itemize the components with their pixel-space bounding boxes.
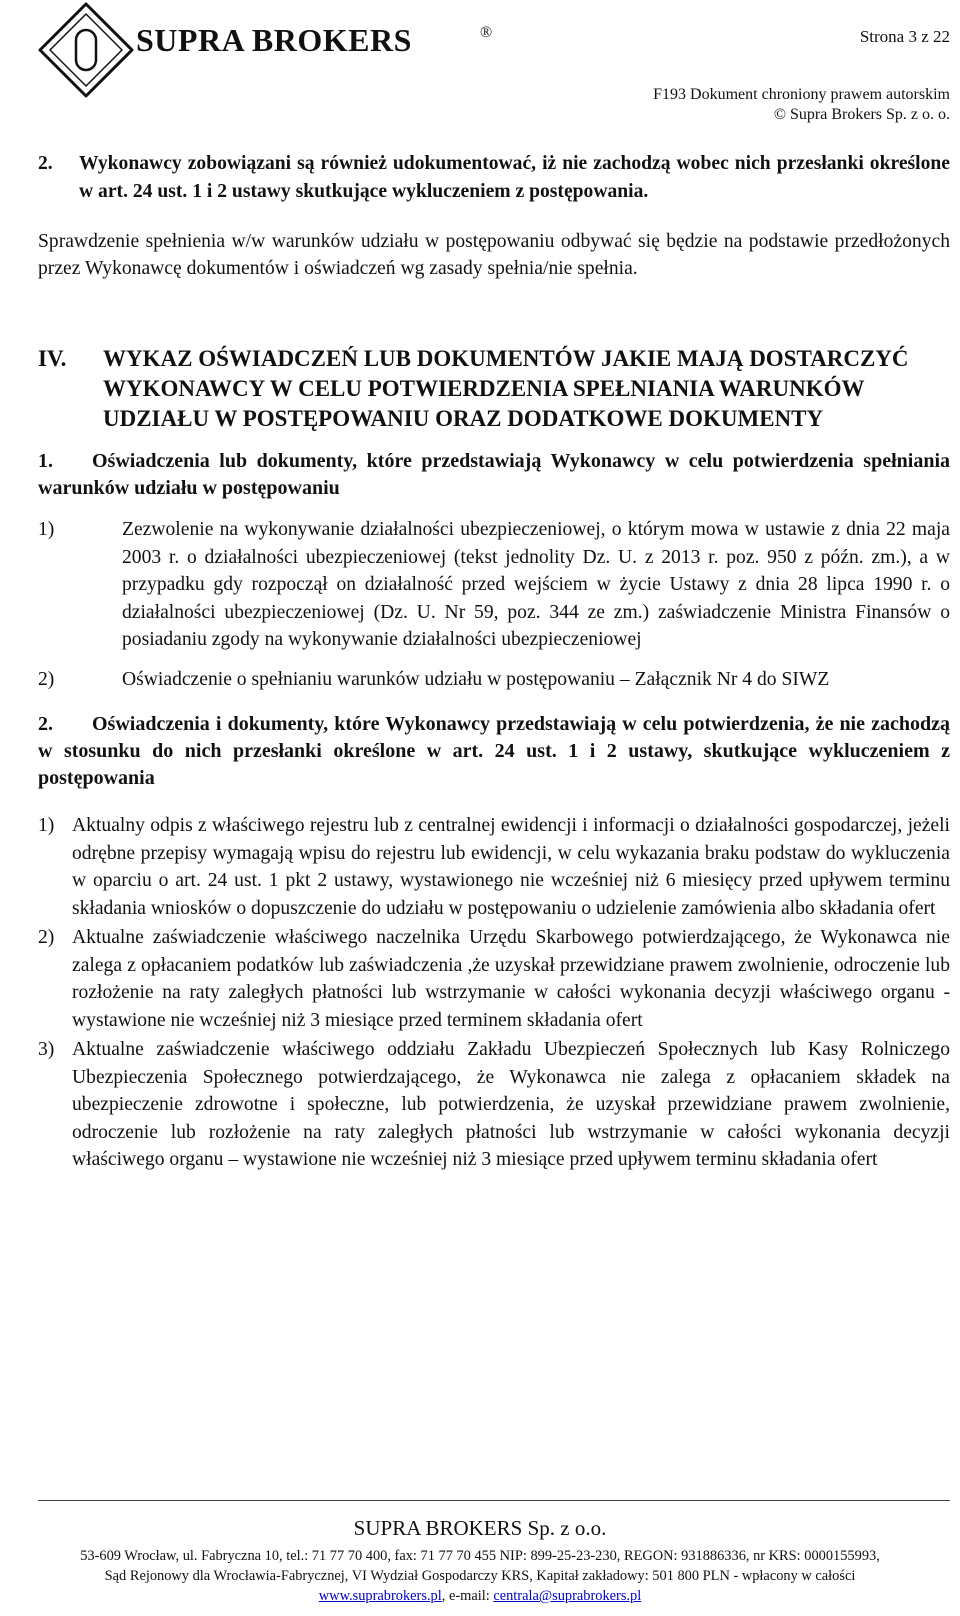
footer-contact (0, 1588, 960, 1605)
subsection-2-list (38, 812, 950, 1174)
section-number: IV. (38, 346, 67, 371)
document-info (653, 85, 950, 125)
list-item (38, 1036, 950, 1174)
logo-diamond-icon (36, 0, 136, 100)
subsection-title: Oświadczenia i dokumenty, które Wykonawcy przedstawiają w celu potwierdzenia, że nie zachodzą w stosunku do nich przesłanki określone w art. 24 ust. 1 i 2 ustawy, skutkujące wykluczeniem z postępowania (38, 713, 950, 789)
page-number: Strona 3 z 22 (859, 27, 950, 46)
list-item-text: Aktualne zaświadczenie właściwego oddziału Zakładu Ubezpieczeń Społecznych lub Kasy Rolniczego Ubezpieczenia Społecznego potwierdzającego, że Wykonawca nie zalega z opłacaniem składek na ubezpieczenie zdrowotne i społeczne, lub potwierdzenia, że uzyskał przewidziane prawem zwolnienie, odroczenie lub rozłożenie na raty zaległych płatności lub wstrzymanie w całości wykonania decyzji właściwego organu – wystawione nie wcześniej niż 3 miesiące przed upływem terminu składania ofert (72, 1039, 950, 1170)
list-item-text: Aktualny odpis z właściwego rejestru lub z centralnej ewidencji i informacji o działalności gospodarczej, jeżeli odrębne przepisy wymagają wpisu do rejestru lub ewidencji, w celu wykazania braku podstaw do wykluczenia w oparciu o art. 24 ust. 1 pkt 2 ustawy, wystawionego nie wcześniej niż 6 miesięcy przed upływem terminu składania wniosków o dopuszczenie do udziału w postępowaniu o udzielenie zamówienia albo składania ofert (72, 815, 950, 919)
email-label: , e-mail: (441, 1588, 494, 1604)
verification-paragraph: Sprawdzenie spełnienia w/w warunków udziału w postępowaniu odbywać się będzie na podstawie przedłożonych przez Wykonawcę dokumentów i oświadczeń wg zasady spełnia/nie spełnia. (38, 231, 950, 279)
item-number: 2. (38, 153, 53, 174)
footer-address: 53-609 Wrocław, ul. Fabryczna 10, tel.: 71 77 70 400, fax: 71 77 70 455 NIP: 899-25-23-230, REGON: 931886336, nr KRS: 0000155993, (80, 1548, 880, 1564)
document-body (38, 150, 950, 1174)
section-heading (38, 344, 950, 434)
list-item-number: 1) (38, 519, 55, 540)
section-title: WYKAZ OŚWIADCZEŃ LUB DOKUMENTÓW JAKIE MAJĄ DOSTARCZYĆ WYKONAWCY W CELU POTWIERDZENIA SPEŁNIANIA WARUNKÓW UDZIAŁU W POSTĘPOWANIU ORAZ DODATKOWE DOKUMENTY (103, 346, 909, 431)
list-item (38, 516, 950, 654)
item-2 (38, 150, 950, 206)
website-link[interactable]: www.suprabrokers.pl (318, 1588, 442, 1604)
subsection-title: Oświadczenia lub dokumenty, które przedstawiają Wykonawcy w celu potwierdzenia spełniania warunków udziału w postępowaniu (38, 450, 950, 499)
document-code: F193 Dokument chroniony prawem autorskim (653, 86, 950, 103)
subsection-number: 2. (38, 713, 53, 735)
list-item-number: 2) (38, 668, 55, 690)
list-item (38, 924, 950, 1034)
company-logo (36, 0, 493, 100)
list-item-number: 1) (38, 815, 55, 836)
footer-registry: Sąd Rejonowy dla Wrocławia-Fabrycznej, VI Wydział Gospodarczy KRS, Kapitał zakładowy: 501 800 PLN - wpłacony w całości (104, 1568, 856, 1584)
subsection-1-list (38, 516, 950, 693)
list-item-text: Oświadczenie o spełnianiu warunków udziału w postępowaniu – Załącznik Nr 4 do SIWZ (122, 668, 830, 690)
list-item (38, 812, 950, 922)
email-link[interactable]: centrala@suprabrokers.pl (493, 1588, 642, 1604)
item-text: Wykonawcy zobowiązani są również udokumentować, iż nie zachodzą wobec nich przesłanki określone w art. 24 ust. 1 i 2 ustawy skutkujące wykluczeniem z postępowania. (79, 153, 950, 202)
list-item (38, 666, 950, 694)
page-header (0, 0, 960, 128)
footer-divider (38, 1500, 950, 1501)
registered-mark: ® (480, 24, 493, 41)
subsection-number: 1. (38, 450, 53, 472)
logo-text: SUPRA BROKERS (136, 22, 412, 58)
list-item-text: Aktualne zaświadczenie właściwego naczelnika Urzędu Skarbowego potwierdzającego, że Wykonawca nie zalega z opłacaniem podatków lub zaświadczenia ,że uzyskał przewidziane prawem zwolnienie, odroczenie lub rozłożenie na raty zaległych płatności lub wstrzymanie w całości wykonania decyzji właściwego organu - wystawione nie wcześniej niż 3 miesiące przed terminem składania ofert (72, 927, 950, 1031)
list-item-number: 3) (38, 1039, 55, 1060)
subsection-1-heading (38, 448, 950, 502)
footer-company-name: SUPRA BROKERS Sp. z o.o. (353, 1516, 607, 1540)
subsection-2-heading (38, 711, 950, 792)
list-item-text: Zezwolenie na wykonywanie działalności ubezpieczeniowej, o którym mowa w ustawie z dnia 22 maja 2003 r. o działalności ubezpieczeniowej (tekst jednolity Dz. U. z 2013 r. poz. 950 z późn. zm.), a w przypadku gdy rozpoczął on działalność przed wejściem w życie Ustawy z dnia 28 lipca 1990 r. o działalności ubezpieczeniowej (Dz. U. Nr 59, poz. 344 ze zm.) zaświadczenie Ministra Finansów o posiadaniu zgody na wykonywanie działalności ubezpieczeniowej (122, 519, 950, 650)
list-item-number: 2) (38, 927, 55, 948)
copyright-line: © Supra Brokers Sp. z o. o. (773, 106, 950, 123)
